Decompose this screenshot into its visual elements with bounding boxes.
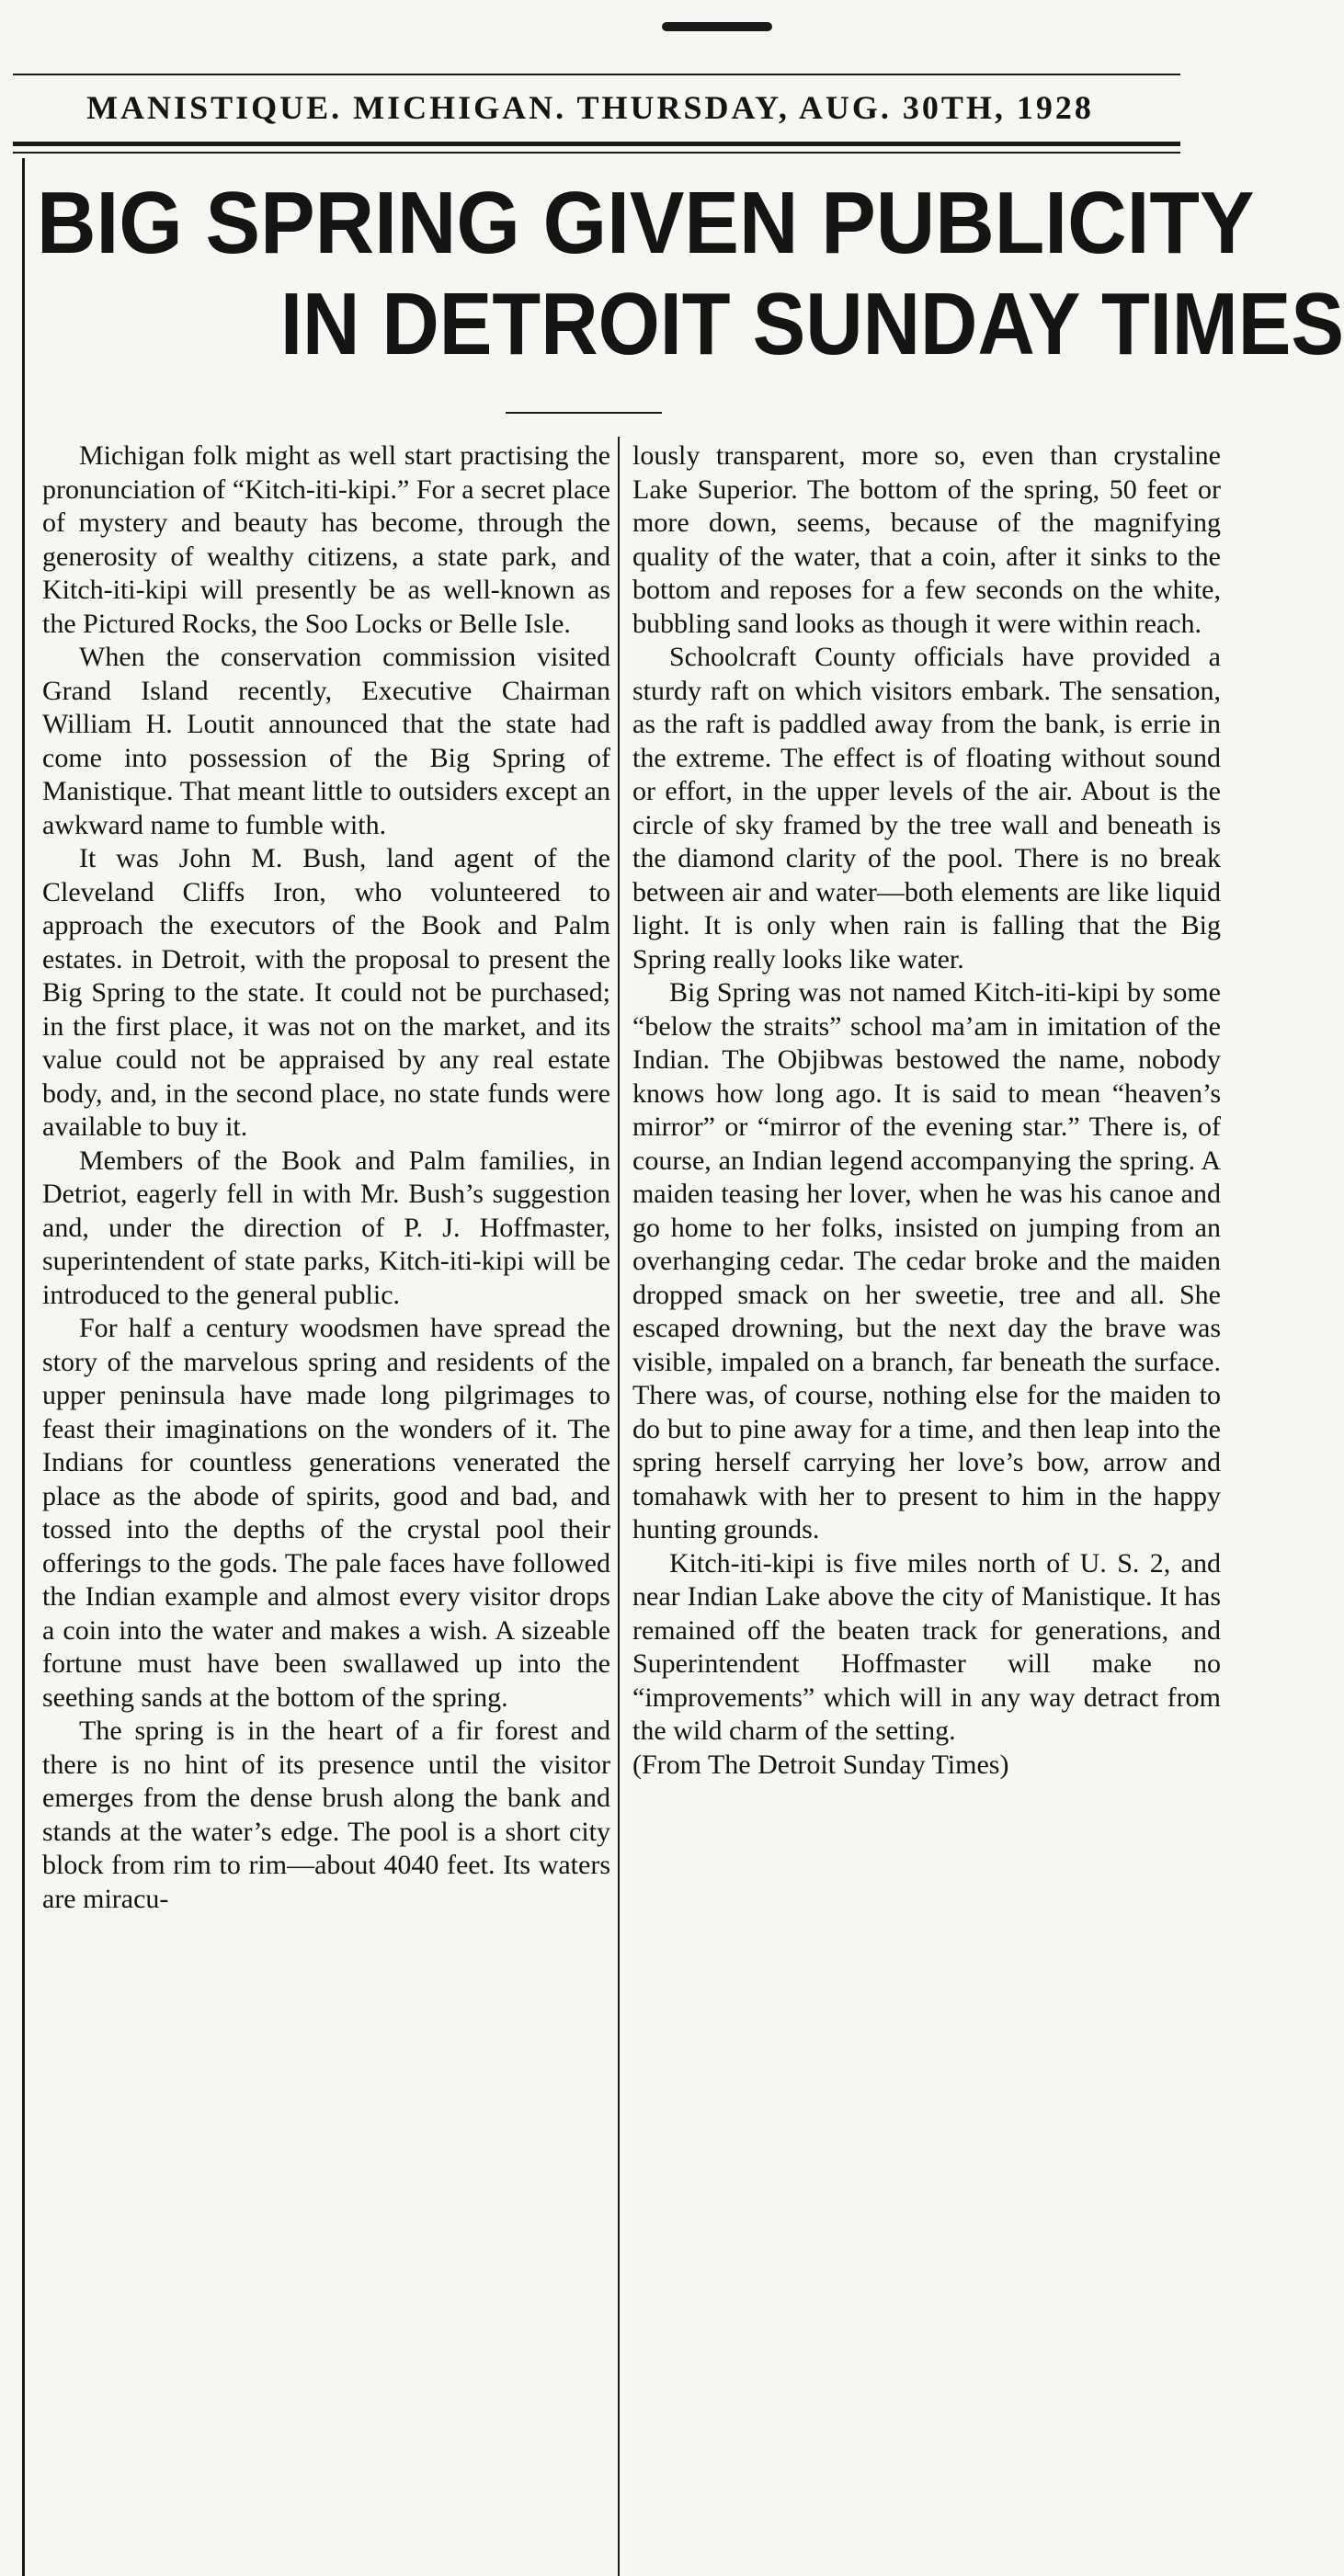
paragraph: Big Spring was not named Kitch-iti-kipi by some “below the straits” school ma’am in imitation of the Indian. The Objibwas bestowed the name, nobody knows how long ago. It is said to mean “heaven’s mirror” or “mirror of the evening star.” There is, of course, an Indian legend accompanying the spring. A maiden teasing her lover, when he was his canoe and go home to her folks, insisted on jumping from an overhanging cedar. The cedar broke and the maiden dropped smack on her sweetie, tree and all. She escaped drowning, but the next day the brave was visible, impaled on a branch, far beneath the surface. There was, of course, nothing else for the maiden to do but to pine away for a time, and then leap into the spring herself carrying her love’s bow, arrow and tomahawk with her to present to him in the happy hunting grounds. [632, 977, 1221, 1544]
top-ornament [662, 22, 772, 31]
headline-line-2: IN DETROIT SUNDAY TIMES [280, 275, 1344, 373]
paragraph: For half a century woodsmen have spread the story of the marvelous spring and residents of the upper peninsula have made long pilgrimages to feast their imaginations on the wonders of it. The Indians for countless generations venerated the place as the abode of spirits, good and bad, and tossed into the depths of the crystal pool their offerings to the gods. The pale faces have followed the Indian example and almost every visitor drops a coin into the water and makes a wish. A sizeable fortune must have been swallawed up into the seething sands at the bottom of the spring. [42, 1313, 610, 1713]
dateline-rule-thin [13, 152, 1180, 154]
paragraph: Members of the Book and Palm families, in Detriot, eagerly fell in with Mr. Bush’s suggestion and, under the direction of P. J. Hoffmaster, superintendent of state parks, Kitch-iti-kipi will be introduced to the general public. [42, 1145, 610, 1310]
paragraph: The spring is in the heart of a fir forest and there is no hint of its presence until the visitor emerges from the dense brush along the bank and stands at the water’s edge. The pool is a short city block from rim to rim—about 4040 feet. Its waters are miracu- [42, 1715, 610, 1914]
paragraph: Michigan folk might as well start practising the pronunciation of “Kitch-iti-kipi.” For a secret place of mystery and beauty has become, through the generosity of wealthy citizens, a state park, and Kitch-iti-kipi will presently be as well-known as the Pictured Rocks, the Soo Locks or Belle Isle. [42, 440, 610, 639]
paragraph: Kitch-iti-kipi is five miles north of U. S. 2, and near Indian Lake above the city of Manistique. It has remained off the beaten track for generations, and Superintendent Hoffmaster will make no “improvements” which will in any way detract from the wild charm of the setting. [632, 1547, 1221, 1746]
top-rule [13, 74, 1180, 75]
dateline: MANISTIQUE. MICHIGAN. THURSDAY, AUG. 30TH, 1928 [86, 89, 1094, 126]
paragraph: It was John M. Bush, land agent of the Cleveland Cliffs Iron, who volunteered to approach the executors of the Book and Palm estates. in Detroit, with the proposal to present the Big Spring to the state. It could not be purchased; in the first place, it was not on the market, and its value could not be appraised by any real estate body, and, in the second place, no state funds were available to buy it. [42, 843, 610, 1142]
page-left-border [22, 158, 25, 2576]
dateline-rule [13, 142, 1180, 146]
article-column-left [42, 439, 610, 1916]
article-column-right [632, 439, 1221, 1782]
paragraph: Schoolcraft County officials have provided a sturdy raft on which visitors embark. The sensation, as the raft is paddled away from the bank, is errie in the extreme. The effect is of floating without sound or effort, in the upper levels of the air. About is the circle of sky framed by the tree wall and beneath is the diamond clarity of the pool. There is no break between air and water—both elements are like liquid light. It is only when rain is falling that the Big Spring really looks like water. [632, 642, 1221, 975]
headline-divider [506, 412, 662, 414]
headline-line-1: BIG SPRING GIVEN PUBLICITY [37, 174, 1255, 272]
paragraph: When the conservation commission visited Grand Island recently, Executive Chairman William H. Loutit announced that the state had come into possession of the Big Spring of Manistique. That meant little to outsiders except an awkward name to fumble with. [42, 642, 610, 840]
source-credit: (From The Detroit Sunday Times) [632, 1749, 1009, 1780]
column-divider [618, 437, 620, 2576]
paragraph: lously transparent, more so, even than crystaline Lake Superior. The bottom of the spring, 50 feet or more down, seems, because of the magnifying quality of the water, that a coin, after it sinks to the bottom and reposes for a few seconds on the white, bubbling sand looks as though it were within reach. [632, 440, 1221, 639]
